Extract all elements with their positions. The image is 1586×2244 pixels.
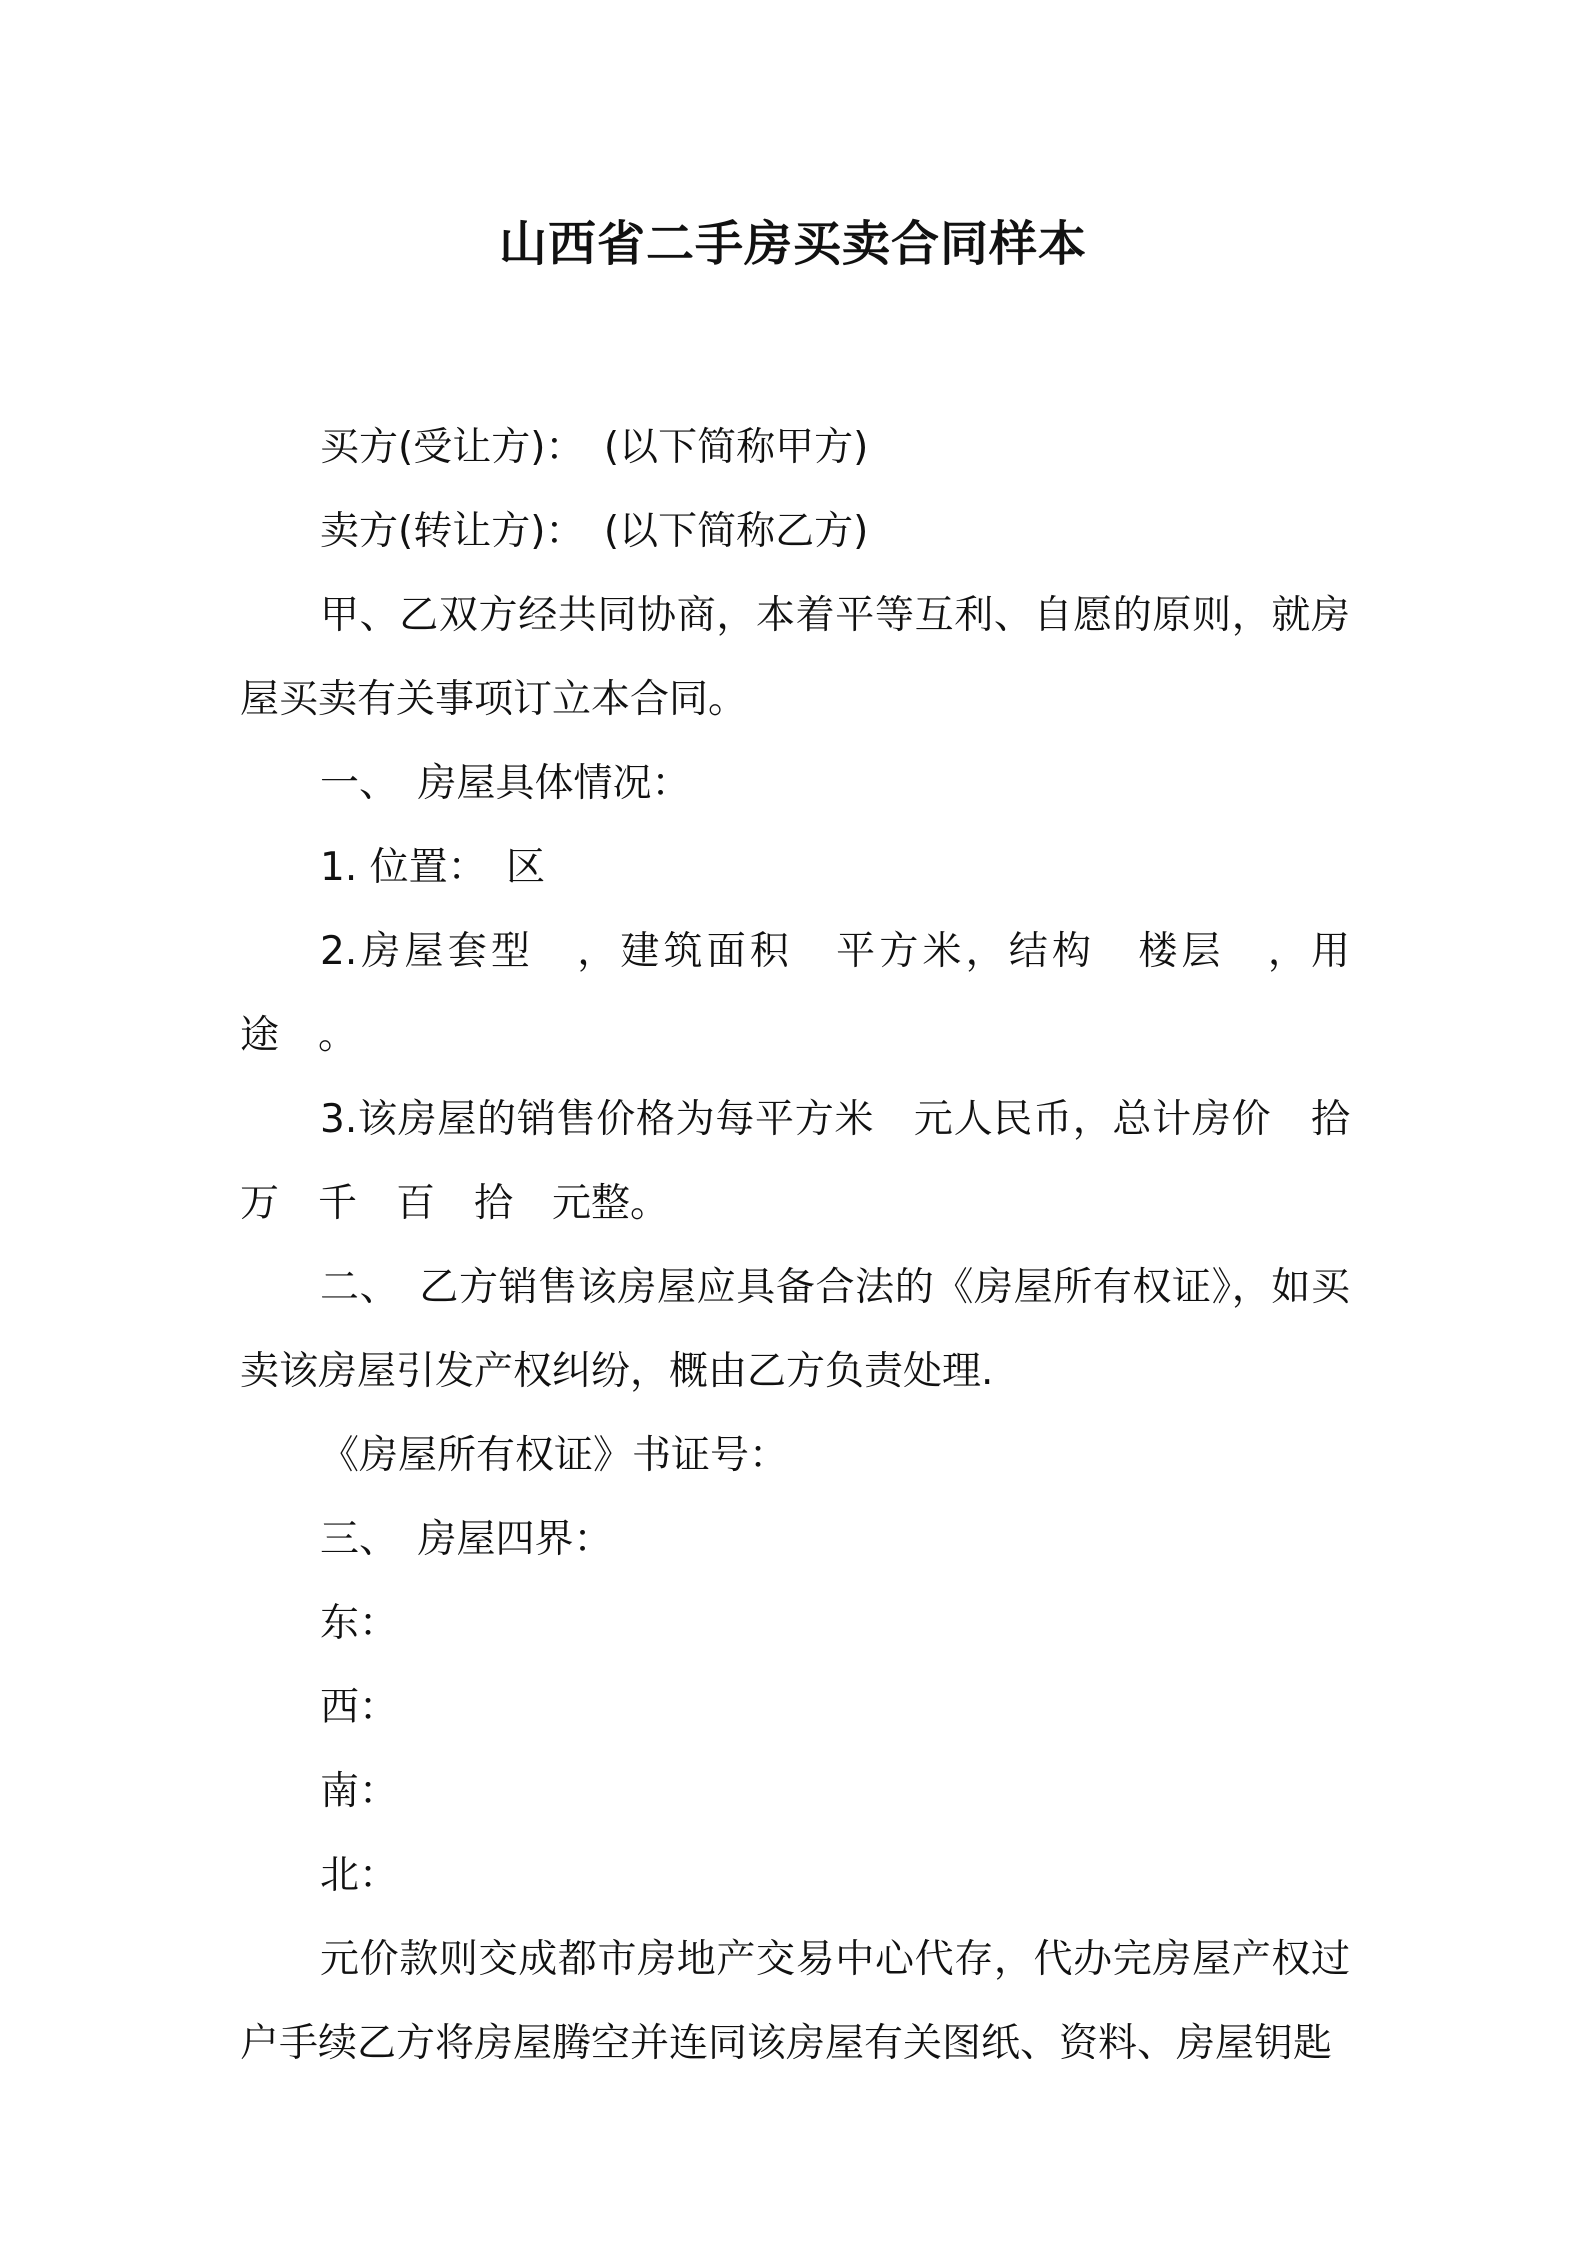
price-paragraph: 3.该房屋的销售价格为每平方米 元人民币，总计房价 拾万 千 百 拾 元整。 [240,1097,1350,1226]
boundary-north: 北： [320,1853,399,1898]
house-type-line: 2.房屋套型 ，建筑面积 平方米，结构 楼层 ，用途 。 [240,929,1350,1058]
section-2-paragraph: 二、 乙方销售该房屋应具备合法的《房屋所有权证》，如买卖该房屋引发产权纠纷，概由乙方负责处理. [240,1265,1350,1394]
certificate-number-line: 《房屋所有权证》书证号： [320,1433,789,1478]
boundary-west: 西： [320,1685,399,1730]
payment-paragraph: 元价款则交成都市房地产交易中心代存，代办完房屋产权过户手续乙方将房屋腾空并连同该房屋有关图纸、资料、房屋钥匙 [240,1937,1350,2066]
preamble-paragraph: 甲、乙双方经共同协商，本着平等互利、自愿的原则，就房屋买卖有关事项订立本合同。 [240,593,1350,722]
location-line: 1. 位置： 区 [320,845,546,890]
document-title: 山西省二手房买卖合同样本 [498,216,1087,272]
boundary-south: 南： [320,1769,399,1814]
section-3-heading: 三、 房屋四界： [320,1517,613,1562]
section-1-heading: 一、 房屋具体情况： [320,761,691,806]
boundary-east: 东： [320,1601,399,1646]
seller-line: 卖方(转让方)： (以下简称乙方) [320,509,869,554]
document-body [240,406,1350,2086]
buyer-line: 买方(受让方)： (以下简称甲方) [320,425,869,470]
